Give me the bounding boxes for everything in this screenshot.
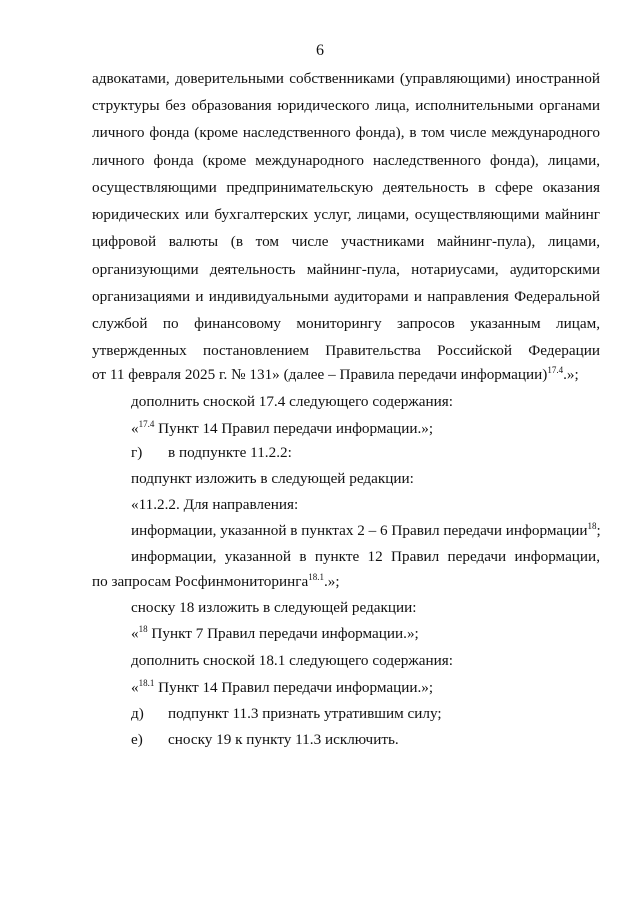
item-text: сноску 19 к пункту 11.3 исключить.: [168, 731, 399, 748]
paragraph-line: адвокатами, доверительными собственниками (управляющими) иностранной: [92, 70, 600, 87]
paragraph-line: организующими деятельность майнинг-пула, нотариусами, аудиторскими: [92, 261, 600, 278]
add-footnote-18-1: дополнить сноской 18.1 следующего содержания:: [131, 652, 453, 669]
footnote-marker: 17.4: [138, 419, 155, 429]
footnote-18-text: «$^{18}$ Пункт 7 Правил передачи информации.»;: [131, 624, 419, 642]
quote-11-2-2: «11.2.2. Для направления:: [131, 496, 299, 513]
footnote-ref: 17.4: [547, 365, 564, 375]
subitem-edit: подпункт изложить в следующей редакции:: [131, 470, 414, 487]
paragraph-line: службой по финансовому мониторингу запросов указанным лицам,: [92, 315, 600, 332]
info-2-6-line: информации, указанной в пунктах 2 – 6 Правил передачи информации$^{18}$;: [131, 521, 601, 539]
paragraph-line: личного фонда (кроме наследственного фонда), в том числе международного: [92, 124, 600, 141]
footnote-marker: 18: [138, 624, 148, 634]
paragraph-last-line: от 11 февраля 2025 г. № 131» (далее – Правила передачи информации)$^{17.4}$.»;: [92, 365, 579, 383]
info-12-line: информации, указанной в пункте 12 Правил передачи информации,: [131, 548, 600, 565]
item-label: г): [131, 444, 143, 461]
footnote-17-4-text: «$^{17.4}$ Пункт 14 Правил передачи информации.»;: [131, 419, 434, 437]
item-g: [0, 444, 640, 462]
footnote-18-1-text: «$^{18.1}$ Пункт 14 Правил передачи информации.»;: [131, 678, 434, 696]
page-number: 6: [316, 42, 324, 59]
footnote-ref: 18.1: [308, 572, 324, 582]
paragraph-line: юридических или бухгалтерских услуг, лицами, осуществляющими майнинг: [92, 206, 600, 223]
item-text: подпункт 11.3 признать утратившим силу;: [168, 705, 442, 722]
paragraph-line: структуры без образования юридического лица, исполнительными органами: [92, 97, 600, 114]
paragraph-line: утвержденных постановлением Правительства Российской Федерации: [92, 342, 600, 359]
item-label: д): [131, 705, 144, 722]
paragraph-line: организациями и индивидуальными аудиторами и направления Федеральной: [92, 288, 600, 305]
footnote-ref: 18: [587, 521, 597, 531]
paragraph-line: цифровой валюты (в том числе участниками майнинг-пула), лицами,: [92, 233, 600, 250]
info-12-line2: по запросам Росфинмониторинга$^{18.1}$.»;: [92, 572, 340, 590]
paragraph-line: осуществляющими предпринимательскую деятельность в сфере оказания: [92, 179, 600, 196]
add-footnote-17-4: дополнить сноской 17.4 следующего содержания:: [131, 393, 453, 410]
footnote-marker: 18.1: [138, 678, 155, 688]
item-label: е): [131, 731, 143, 748]
item-text: в подпункте 11.2.2:: [168, 444, 292, 461]
footnote18-edit: сноску 18 изложить в следующей редакции:: [131, 599, 417, 616]
item-e: [0, 731, 640, 749]
item-d: [0, 705, 640, 723]
paragraph-line: личного фонда (кроме международного наследственного фонда), лицами,: [92, 152, 600, 169]
